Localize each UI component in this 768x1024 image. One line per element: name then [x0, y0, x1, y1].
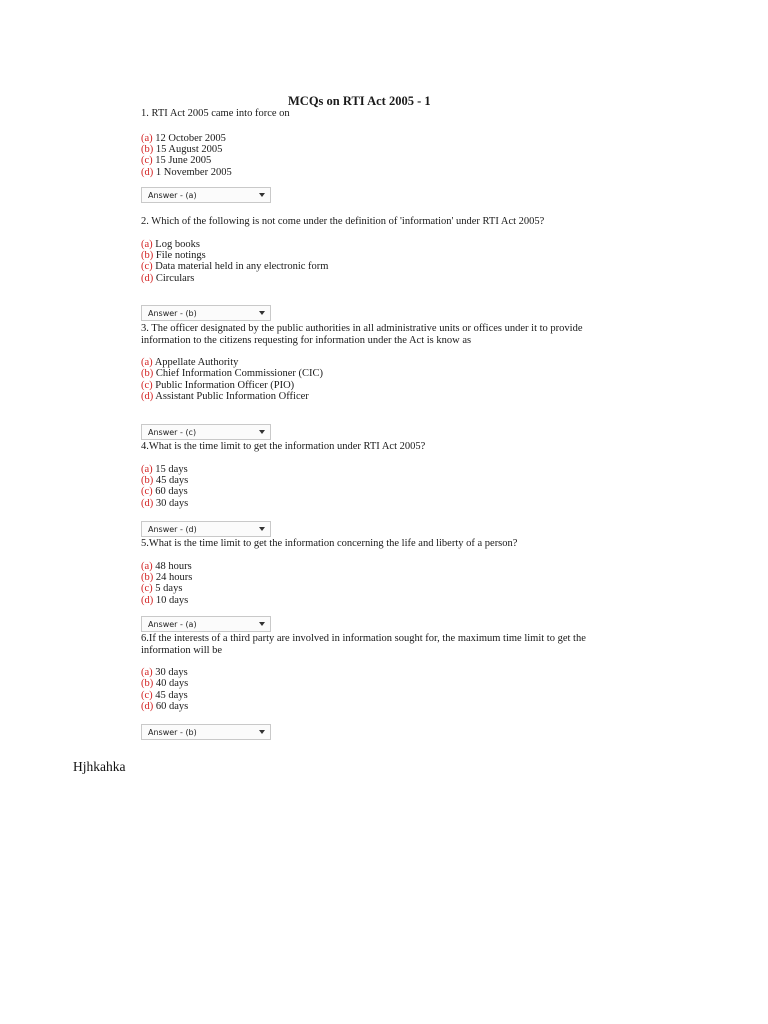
option-letter: (b) — [141, 571, 154, 583]
option-letter: (a) — [141, 560, 153, 572]
option-b — [141, 475, 591, 486]
option-d — [141, 498, 591, 509]
footer-text: Hjhkahka — [73, 759, 126, 774]
answer-value: Answer - (a) — [148, 619, 197, 629]
option-d — [141, 273, 591, 284]
option-letter: (c) — [141, 261, 153, 273]
option-text: 45 days — [155, 474, 189, 486]
option-letter: (a) — [141, 132, 153, 144]
option-letter: (a) — [141, 463, 153, 475]
option-text: 24 hours — [155, 571, 193, 583]
option-text: 15 August 2005 — [155, 143, 223, 155]
question-block-3 — [141, 323, 591, 403]
question-text: 1. RTI Act 2005 came into force on — [141, 108, 290, 119]
option-letter: (d) — [141, 594, 154, 606]
question-text: 3. The officer designated by the public authorities in all administrative units or offices under it to provide information to the citizens requesting for information under the Act is know as — [141, 323, 583, 346]
answer-value: Answer - (b) — [148, 308, 197, 318]
option-text: 10 days — [155, 594, 189, 606]
option-text: Appellate Authority — [154, 357, 239, 368]
chevron-down-icon — [259, 730, 265, 734]
option-letter: (b) — [141, 678, 154, 690]
option-d — [141, 595, 591, 606]
option-letter: (b) — [141, 474, 154, 486]
answer-dropdown[interactable] — [141, 187, 271, 203]
answer-dropdown[interactable] — [141, 521, 271, 537]
option-text: Chief Information Commissioner (CIC) — [155, 368, 323, 380]
chevron-down-icon — [259, 622, 265, 626]
option-d — [141, 701, 591, 712]
chevron-down-icon — [259, 430, 265, 434]
options-list — [141, 133, 591, 179]
question-block-5 — [141, 538, 591, 606]
answer-dropdown[interactable] — [141, 724, 271, 740]
option-letter: (d) — [141, 166, 154, 178]
chevron-down-icon — [259, 527, 265, 531]
question-block-2 — [141, 216, 591, 284]
option-d — [141, 391, 591, 402]
option-text: 5 days — [155, 583, 183, 595]
option-letter: (a) — [141, 667, 153, 678]
option-b — [141, 250, 591, 261]
question-block-1 — [141, 108, 591, 178]
question-text: 5.What is the time limit to get the information concerning the life and liberty of a person? — [141, 538, 518, 549]
option-c — [141, 155, 591, 166]
option-text: 45 days — [155, 689, 188, 701]
option-letter: (a) — [141, 238, 153, 250]
question-text: 6.If the interests of a third party are involved in information sought for, the maximum time limit to get the information will be — [141, 633, 586, 656]
option-letter: (a) — [141, 357, 153, 368]
answer-value: Answer - (c) — [148, 427, 197, 437]
question-block-4 — [141, 441, 591, 509]
answer-dropdown[interactable] — [141, 424, 271, 440]
option-a — [141, 464, 591, 475]
option-b — [141, 144, 591, 155]
option-c — [141, 583, 591, 594]
option-b — [141, 678, 591, 689]
option-text: Assistant Public Information Officer — [155, 391, 309, 403]
options-list — [141, 464, 591, 510]
page-title: MCQs on RTI Act 2005 - 1 — [288, 94, 431, 108]
option-a — [141, 357, 591, 368]
answer-value: Answer - (a) — [148, 190, 197, 200]
question-text: 4.What is the time limit to get the information under RTI Act 2005? — [141, 441, 426, 452]
option-text: 40 days — [155, 678, 189, 690]
option-letter: (c) — [141, 689, 153, 701]
option-c — [141, 690, 591, 701]
option-text: 60 days — [155, 701, 189, 713]
option-a — [141, 667, 591, 678]
option-c — [141, 380, 591, 391]
option-a — [141, 561, 591, 572]
option-text: 48 hours — [155, 560, 192, 572]
chevron-down-icon — [259, 311, 265, 315]
options-list — [141, 667, 591, 713]
answer-value: Answer - (b) — [148, 727, 197, 737]
option-text: File notings — [155, 249, 206, 261]
option-text: Log books — [155, 238, 200, 250]
option-b — [141, 368, 591, 379]
options-list — [141, 239, 591, 285]
option-text: 30 days — [155, 497, 189, 509]
option-letter: (c) — [141, 155, 153, 167]
option-letter: (b) — [141, 368, 154, 380]
option-c — [141, 486, 591, 497]
option-a — [141, 239, 591, 250]
option-letter: (d) — [141, 391, 154, 403]
option-text: Circulars — [155, 272, 195, 284]
option-text: Data material held in any electronic form — [155, 261, 329, 273]
option-letter: (b) — [141, 143, 154, 155]
option-b — [141, 572, 591, 583]
option-text: 15 June 2005 — [155, 155, 212, 167]
option-text: 30 days — [155, 667, 188, 678]
option-letter: (c) — [141, 379, 153, 391]
option-text: 15 days — [155, 463, 188, 475]
option-letter: (d) — [141, 272, 154, 284]
answer-value: Answer - (d) — [148, 524, 197, 534]
answer-dropdown[interactable] — [141, 616, 271, 632]
option-a — [141, 133, 591, 144]
question-text: 2. Which of the following is not come under the definition of 'information' under RTI Act 2005? — [141, 216, 545, 227]
question-block-6 — [141, 633, 591, 713]
answer-dropdown[interactable] — [141, 305, 271, 321]
option-letter: (b) — [141, 249, 154, 261]
options-list — [141, 561, 591, 607]
options-list — [141, 357, 591, 403]
option-letter: (d) — [141, 701, 154, 713]
option-letter: (c) — [141, 583, 153, 595]
option-text: 1 November 2005 — [155, 166, 232, 178]
option-text: 12 October 2005 — [155, 132, 226, 144]
chevron-down-icon — [259, 193, 265, 197]
option-c — [141, 261, 591, 272]
option-letter: (d) — [141, 497, 154, 509]
option-text: 60 days — [155, 486, 188, 498]
option-letter: (c) — [141, 486, 153, 498]
option-text: Public Information Officer (PIO) — [155, 379, 295, 391]
option-d — [141, 167, 591, 178]
